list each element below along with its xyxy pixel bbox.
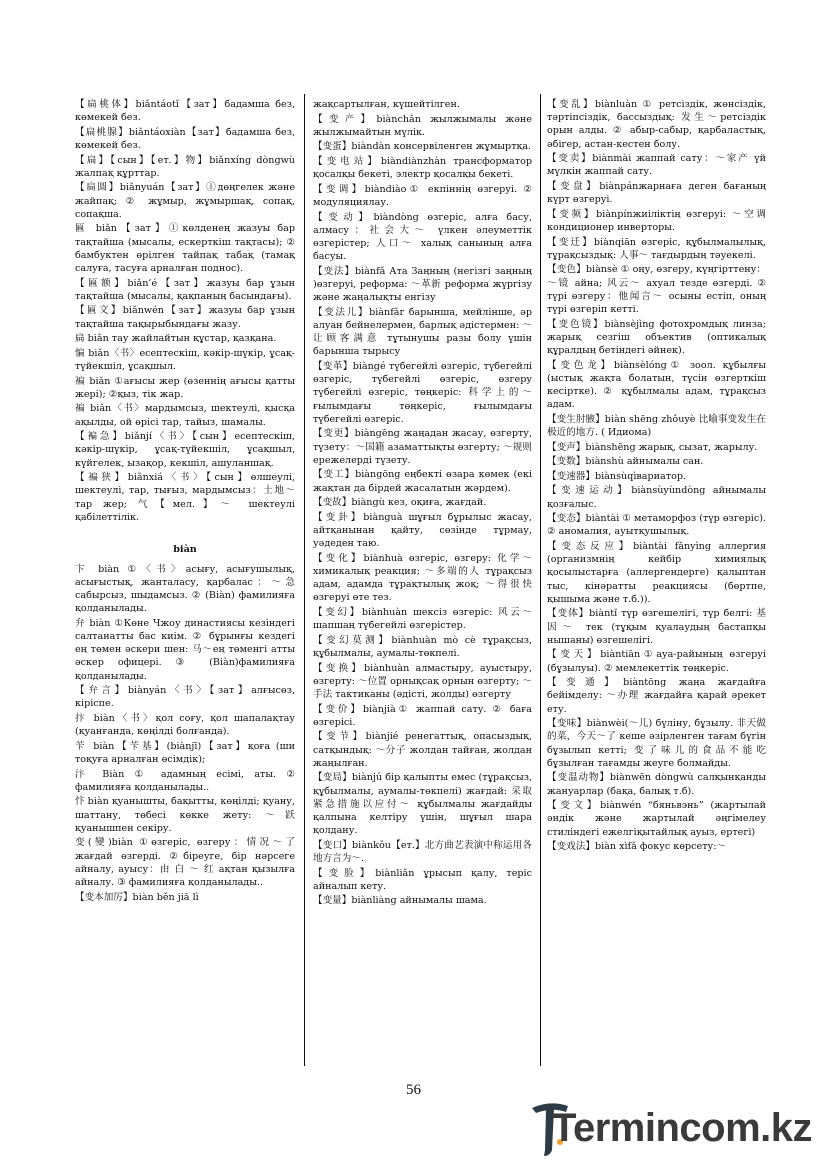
dictionary-entry: 【变更】biàngēng жаңадан жасау, өзгерту, түзету：～国籍 азаматтықты өзгерту; ～规则 ережелерді түзету. [313, 428, 532, 466]
dictionary-column-1 [75, 98, 295, 905]
dictionary-entry: 【变态】biàntài ① метаморфоз (түр өзгеріс). ② аномалия, ауытқушылық. [547, 513, 766, 538]
dictionary-entry: 【变工】biàngōng еңбекті өзара көмек (екі жақтан да бірдей жасалатын жәрдем). [313, 469, 532, 494]
dictionary-entry: 【变温动物】biànwēn dòngwù салқынқанды жануарлар (бақа, балық т.б). [547, 772, 766, 797]
dictionary-entry: 【变化】biànhuà өзгеріс, өзгеру: 化学～ химикалық реакция; ～多端的人 тұрақсыз адам, адамда тұрақтылық жоқ; ～得很快 өзгеруі өте тез. [313, 552, 532, 604]
dictionary-entry: 【扁桃体】biǎntáotǐ【зат】бадамша без, көмекей без. [75, 99, 295, 124]
dictionary-entry: 【变口】biànkǒu【ет.】北方曲艺表演中称运用各地方言为～. [313, 839, 532, 864]
dictionary-entry: 【变价】biànjià① жаппай сату. ② баға өзгерісі. [313, 703, 532, 728]
dictionary-entry: 【变迁】biànqiān өзгеріс, құбылмалылық, тұрақсыздық: 人事～ тағдырдың тәуекелі. [547, 236, 766, 261]
dictionary-entry: 【变法儿】biànfǎr барынша, мейлінше, әр алуан бейнелермен, барлық әдістермен: ～让顾客满意 тұтынушы разы болу үшін барынша тырысу [313, 306, 532, 358]
dictionary-entry: 【变声】biànshēng жарық, сызат, жарылу. [547, 441, 758, 453]
dictionary-column-3 [547, 98, 766, 855]
dictionary-entry: 【变戏法】biàn xìfǎ фокус көрсету:～ [547, 841, 727, 853]
dictionary-entry: 【变法】biànfǎ Ата Заңның (негізгі заңның )өзгеруі, реформа: ～革新 реформа жүргізу және жаңалықты енгізу [313, 265, 532, 304]
column-divider-right [540, 94, 541, 1066]
dictionary-entry: 【变节】biànjié ренегаттық, опасыздық, сатқындық: ～分子 жолдан тайған, жолдан жаңылған. [313, 731, 532, 769]
dictionary-entry: 【扁圆】biǎnyuán【зат】①дөңгелек және жайпақ; ② жұмыр, жұмыршақ, сопақ, сопақша. [75, 182, 295, 220]
dictionary-entry: 扁 biǎn тау жайлайтын құстар, қазқана. [75, 333, 277, 345]
dictionary-entry: 【变卦】biànguà шұғыл бұрылыс жасау, айтқанынан қайту, сөзінде тұрмау, уәдеден таю. [313, 511, 532, 550]
dictionary-entry: 【变蛋】biàndàn консервіленген жұмыртқа. [313, 141, 532, 153]
dictionary-entry: 惼 biǎn〈书〉есептескіш, кәкір-шүкір, ұсақ-түйекшіл, ұсақшыл. [75, 347, 295, 372]
dictionary-entry: 【扁】【сын】【ет.】物】biǎnxíng dòngwù жалпақ құрттар. [75, 154, 295, 179]
dictionary-entry: 【变革】biàngé түбегейлі өзгеріс, түбегейлі өзгеріс, түбегейлі өзгеріс, өзгеру түбегейлі өзгеріс, төңкеріс: 科学上的～ ғылымдағы төңкеріс, ғылымдағы түбегейлі өзгеріс. [313, 360, 532, 425]
dictionary-entry: 褊 biǎn ①ағысы жер (өзеннің ағысы қатты жері); ②қыз, тік жар. [75, 375, 295, 400]
dictionary-entry: 【变电站】biàndiànzhàn трансформатор қосалқы бекеті, электр қосалқы бекеті. [313, 155, 532, 181]
dictionary-entry: 卞 biàn ①〈书〉асығу, асығушылық, асығыстық, жанталасу, қарбалас：～急 сабырсыз, шыдамсыз. ② (Biàn) фамилияға қолданылады. [75, 563, 295, 615]
dictionary-entry: 【变通】biàntōng жаңа жағдайға бейімделу: ～办理 жағдайға қарай әрекет ету. [547, 677, 766, 715]
site-logo-text: Termincom.kz [552, 1106, 812, 1150]
dictionary-entry: 【匾额】biǎn’é【зат】жазуы бар ұзын тақтайша (мысалы, қақпаның басындағы). [75, 277, 295, 302]
dictionary-entry: 【变乱】biànluàn ① ретсіздік, жөнсіздік, тәртіпсіздік, бассыздық: 发生～ретсіздік орын алды. ② абыр-сабыр, қарбаластық, әбігер, астан-кестен болу. [547, 99, 766, 150]
dictionary-entry: 【扁桃腺】biǎntáoxiàn【зат】бадамша без, көмекей без. [75, 126, 295, 151]
dictionary-entry: 【变数】biànshù айнымалы сан. [547, 456, 704, 468]
column-divider-left [304, 94, 305, 1066]
dictionary-entry: 【变调】biàndiào① екпіннің өзгеруі. ② модуляциялау. [313, 183, 532, 208]
dictionary-entry: 【变色龙】biànsèlóng① зоол. құбылғы (ыстық жақта болатын, түсін өзгерткіш кесіртке). ② құбылмалы адам, тұрақсыз адам. [547, 359, 766, 411]
dictionary-entry: 【变动】biàndòng өзгеріс, алға басу, алмасу：社会大～ үлкен әлеуметтік өзгерістер; 人口～ халық санының алға басуы. [313, 211, 532, 263]
dictionary-entry: 【变速器】biànsùqìвариатор. [547, 470, 687, 482]
dictionary-entry: 【变幻莫测】biànhuàn mò cè тұрақсыз, құбылмалы, аумалы-төкпелі. [313, 634, 532, 659]
dictionary-entry: 【变换】biànhuàn алмастыру, ауыстыру, өзгерту: ～位置 орнықсақ орнын өзгерту; ～手法 тактиканы (әдісті, жолды) өзгерту [313, 662, 532, 700]
dictionary-column-2 [313, 98, 532, 909]
dictionary-entry: 【褊狭】biǎnxiá〈书〉【сын】өлшеулі, шектеулі, тар, тығыз, мардымсыз：土地～тар жер; 气【мел.】～ шектеулі қабілеттілік. [75, 472, 295, 523]
dictionary-entry: 【变量】biànliàng айнымалы шама. [313, 895, 487, 907]
dictionary-entry: 【变频】biànpínжиіліктің өзгеруі: ～空调 кондиционер инверторы. [547, 208, 766, 233]
dictionary-entry: 汴 Biàn ① адамның есімі, аты. ② фамилияға қолданылады.. [75, 768, 295, 793]
section-gap [75, 525, 295, 539]
dictionary-entry: 【变味】biànwèi(～儿) бүліну, бұзылу. 非天做的菜，今天～了 кеше әзірленген тағам бүгін бұзылып кетті; 变了味儿的食品不能吃 бұзылған тағамды жеуге болмайды. [547, 718, 766, 769]
dictionary-entry: 【变产】biànchǎn жылжымалы және жылжымайтын мүлік. [313, 113, 532, 138]
dictionary-entry: 褊 biǎn〈书〉мардымсыз, шектеулі, қысқа ақылды, ой өрісі тар, тайыз, шамалы. [75, 403, 295, 428]
dictionary-entry: 【变天】biàntiān①ауа-райының өзгеруі (бұзылуы). ② мемлекеттік төңкеріс. [547, 649, 766, 674]
dictionary-entry: 【变盘】biànpánжарнаға деген бағаның күрт өзгеруі. [547, 181, 766, 206]
dictionary-entry: 【变幻】biànhuàn шексіз өзгеріс: 风云～шапшаң түбегейлі өзгерістер. [313, 606, 532, 632]
dictionary-entry: 【变文】biànwén “бяньвэнь” (жартылай әндік және жартылай әңгімелеу стиліндегі ежелгіқытайлық ауыз, ертегі) [547, 800, 766, 838]
dictionary-entry: 【变故】biàngù кез, оқиға, жағдай. [313, 497, 487, 509]
dictionary-entry: 【变局】biànjú бір қалыпты емес (тұрақсыз, құбылмалы, аумалы-төкпелі) жағдай: 采取紧急措施以应付～ құбылмалы жағдайды қалпына келтіру үшін, шұғыл шара қолдану. [313, 772, 532, 837]
dictionary-entry: 【变体】biàntǐ түр өзгешелігі, түр белгі: 基因～ тек (тұқым қуалаудың бастапқы нышаны) өзгешелігі. [547, 608, 766, 646]
dictionary-entry: 【匾文】biǎnwén【зат】жазуы бар ұзын тақтайша тақырыбындағы жазу. [75, 305, 295, 330]
dictionary-entry: 苄 biàn【苄基】(biànjī)【зат】қоға (ши тоқуға арналған өсімдік); [75, 740, 295, 765]
dictionary-entry: 【变脸】biànliǎn ұрысып қалу, теріс айналып кету. [313, 867, 532, 892]
dictionary-entry: 忭 biàn қуанышты, бақытты, көңілді; қуану, шаттану, төбесі көкке жету: ～跃 қуанышпен секіру. [75, 796, 295, 834]
dictionary-entry: 【变色镜】biànsèjìng фотохромдық линза; жарық сезгіш объектив (оптикалық құралдың бетіндегі әйнек). [547, 318, 766, 356]
section-heading: biàn [173, 544, 197, 556]
dictionary-entry: 【变本加厉】biàn běn jiā lì [75, 891, 199, 903]
dictionary-entry: 匾 biǎn【зат】①көлденең жазуы бар тақтайша (мысалы, ескерткіш тақтасы); ② бамбуктен өрілген тайпақ табақ (тамақ салуға, тасуға арналған поднос). [75, 223, 295, 274]
page-number: 56 [406, 1082, 421, 1098]
dictionary-entry: жақсартылған, күшейтілген. [313, 99, 460, 110]
dictionary-entry: 【变生肘腋】biàn shēng zhǒuyè 比喻事变发生在极近的地方. ( Идиома) [547, 413, 766, 438]
dictionary-entry: 变(變)biàn ①өзгеріс, өзгеру：情况～了 жағдай өзгерді. ②біреуге, бір нәрсеге айналу, ауысу：由 白 ～ 红 ақтан қызылға айналу. ③ фамилияға қолданылады.. [75, 837, 295, 888]
dictionary-entry: 【褊急】biǎnjí〈书〉【сын】есептескіш, кәкір-шүкір, ұсақ-түйекшіл, ұсақшыл, күйгелек, ызақор, кекшіл, ашуланшақ. [75, 431, 295, 469]
dictionary-entry: 【变卖】biànmài жаппай сату：～家产 үй мүлкін жаппай сату. [547, 153, 766, 178]
dictionary-entry: 【变速运动】biànsùyùndòng айнымалы қозғалыс. [547, 485, 766, 510]
dictionary-entry: 抃 biàn〈书〉қол соғу, қол шапалақтау (қуанғанда, көңілді болғанда). [75, 712, 295, 738]
site-logo[interactable] [530, 1098, 815, 1160]
dictionary-entry: 弁 biàn ①Көне Чжоу династиясы кезіндегі салтанатты бас киім. ② бұрынғы кездегі ең төмен әскери шен: 马～ең төменгі атты әскер офицері. ③ (Biàn)фамилияға қолданылады. [75, 617, 295, 682]
dictionary-entry: 【变色】biànsè ① оңу, өзгеру, күңгірттену：～镜 айна; 风云～ ахуал тезде өзгерді. ② түрі өзгеру：他闻言～ осыны естіп, оның түрі өзгеріп кетті. [547, 264, 766, 315]
dictionary-entry: 【弁言】biànyán〈书〉【зат】алғысөз, кіріспе. [75, 685, 295, 710]
dictionary-entry: 【变态反应】biàntài fǎnyìng аллергия (организмнің кейбір химиялық қосылыстарға (аллергендерге) қалыптан тыс, кінәратты реакциясы (бөртпе, қышыма және т.б.)). [547, 540, 766, 605]
